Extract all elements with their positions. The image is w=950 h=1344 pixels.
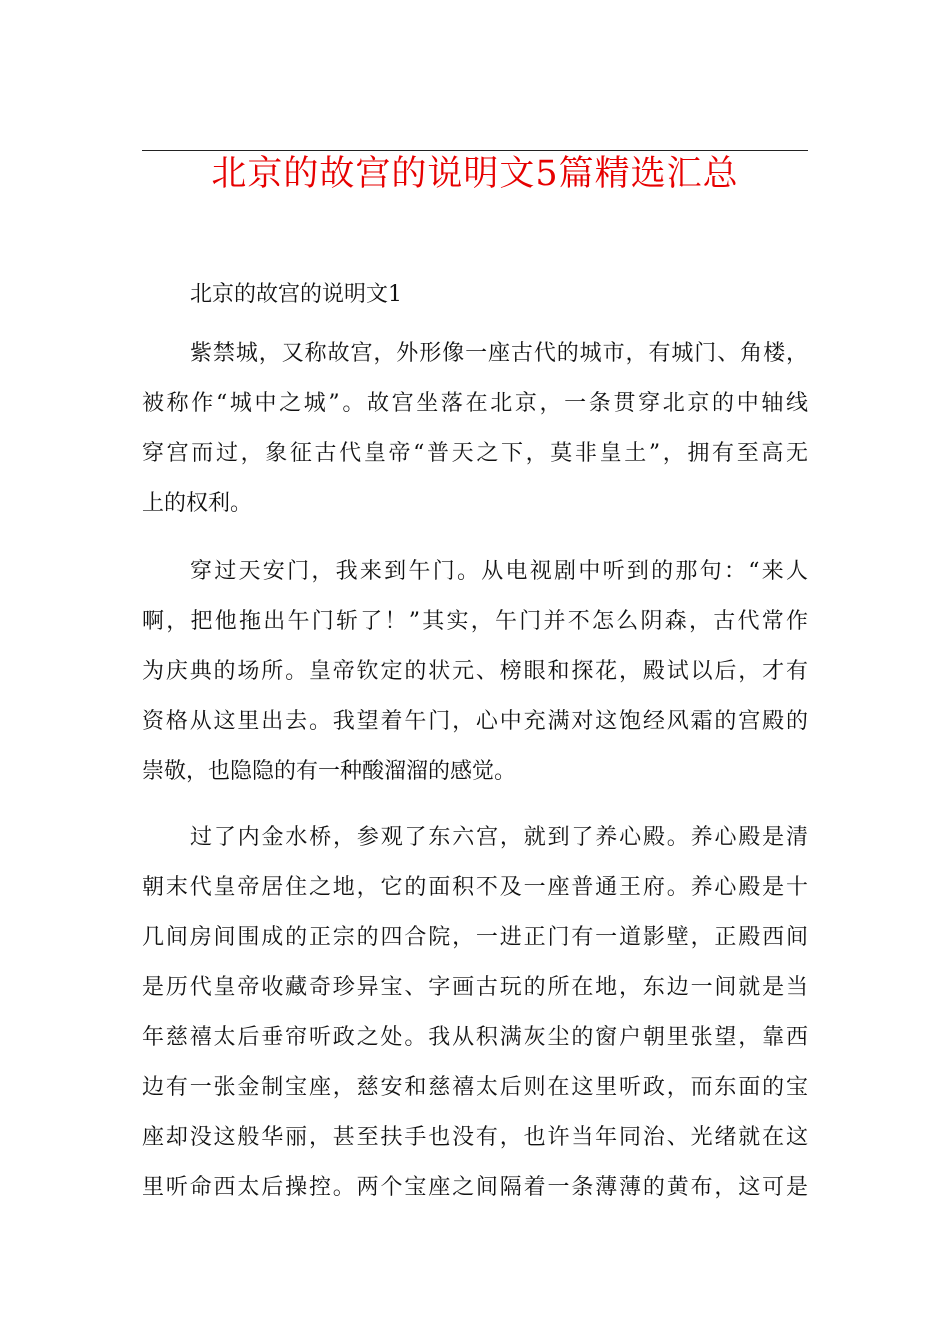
paragraph-line: 啊，把他拖出午门斩了！”其实，午门并不怎么阴森，古代常作 <box>142 609 808 634</box>
paragraph-line: 朝末代皇帝居住之地，它的面积不及一座普通王府。养心殿是十 <box>142 875 808 900</box>
paragraph-3 <box>142 813 808 1213</box>
paragraph-line: 过了内金水桥，参观了东六宫，就到了养心殿。养心殿是清 <box>190 825 808 850</box>
paragraph-line: 座却没这般华丽，甚至扶手也没有，也许当年同治、光绪就在这 <box>142 1125 808 1150</box>
paragraph-line: 几间房间围成的正宗的四合院，一进正门有一道影壁，正殿西间 <box>142 925 808 950</box>
paragraph-line: 年慈禧太后垂帘听政之处。我从积满灰尘的窗户朝里张望，靠西 <box>142 1025 808 1050</box>
paragraph-2 <box>142 547 808 797</box>
paragraph-line: 崇敬，也隐隐的有一种酸溜溜的感觉。 <box>142 759 517 784</box>
paragraph-line: 资格从这里出去。我望着午门，心中充满对这饱经风霜的宫殿的 <box>142 709 808 734</box>
paragraph-line: 是历代皇帝收藏奇珍异宝、字画古玩的所在地，东边一间就是当 <box>142 975 808 1000</box>
paragraph-1 <box>142 329 808 529</box>
paragraph-line: 被称作“城中之城”。故宫坐落在北京，一条贯穿北京的中轴线 <box>142 391 808 416</box>
paragraph-line: 为庆典的场所。皇帝钦定的状元、榜眼和探花，殿试以后，才有 <box>142 659 808 684</box>
section-heading: 北京的故宫的说明文1 <box>190 282 402 307</box>
paragraph-line: 穿宫而过，象征古代皇帝“普天之下，莫非皇土”，拥有至高无 <box>142 441 808 466</box>
paragraph-line: 边有一张金制宝座，慈安和慈禧太后则在这里听政，而东面的宝 <box>142 1075 808 1100</box>
paragraph-line: 紫禁城，又称故宫，外形像一座古代的城市，有城门、角楼， <box>190 341 808 366</box>
paragraph-line: 穿过天安门，我来到午门。从电视剧中听到的那句：“来人 <box>190 559 808 584</box>
paragraph-line: 里听命西太后操控。两个宝座之间隔着一条薄薄的黄布，这可是 <box>142 1175 808 1200</box>
paragraph-line: 上的权利。 <box>142 491 253 516</box>
document-title: 北京的故宫的说明文5篇精选汇总 <box>211 154 739 194</box>
